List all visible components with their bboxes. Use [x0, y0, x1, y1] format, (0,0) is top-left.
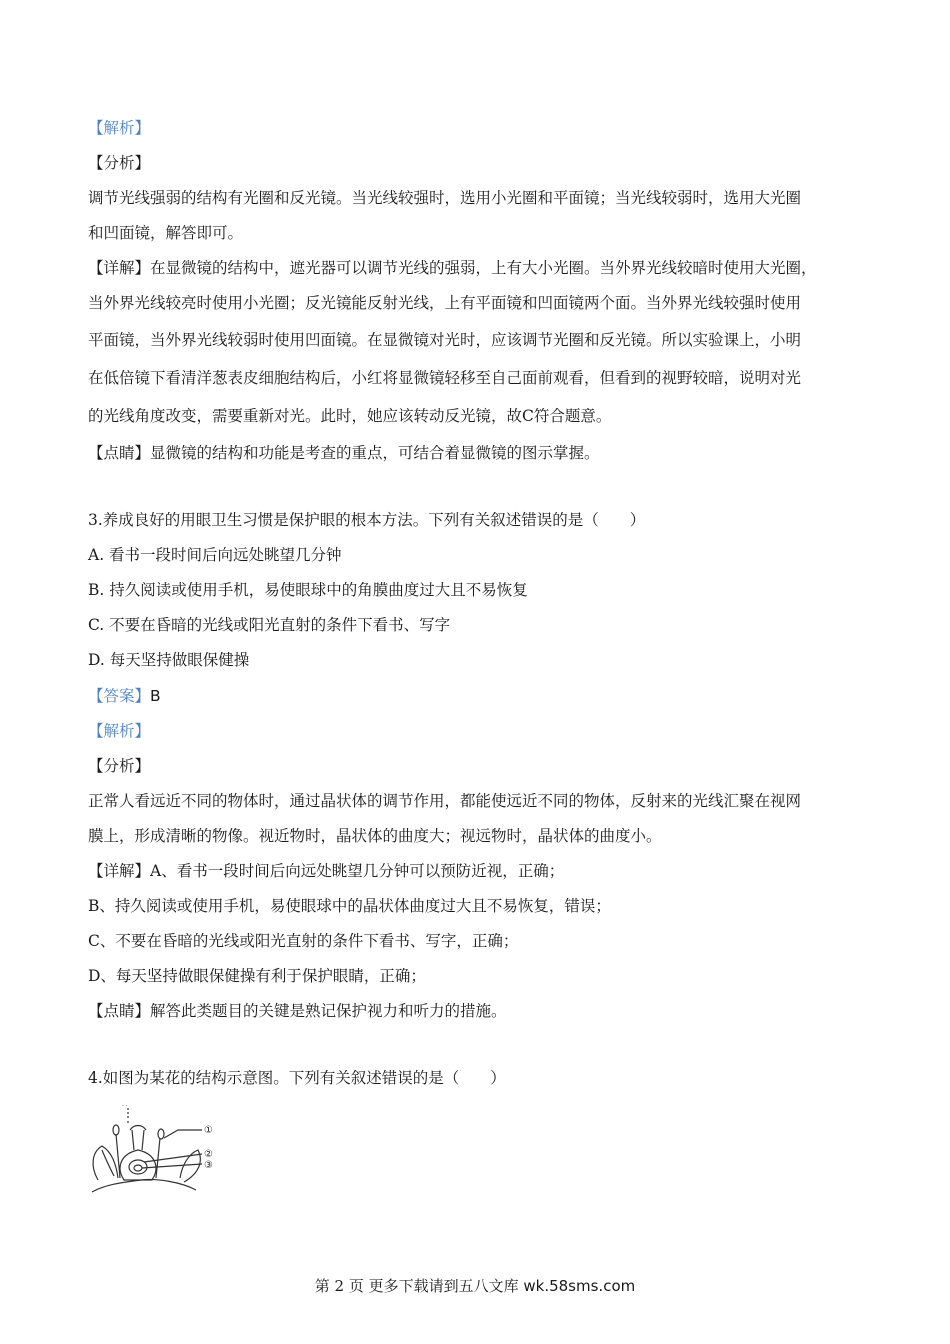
footer-page-text: 第 2 页 更多下载请到五八文库 [314, 1277, 524, 1295]
figure-label-3: ③ [204, 1160, 213, 1171]
dianjing-paragraph [88, 443, 878, 463]
analysis-text-line: 和凹面镜，解答即可。 [88, 224, 244, 242]
detail-text-line: 平面镜，当外界光线较弱时使用凹面镜。在显微镜对光时，应该调节光圈和反光镜。所以实验课上，小明 [88, 331, 802, 349]
dianjing-text: 显微镜的结构和功能是考查的重点，可结合着显微镜的图示掌握。 [150, 444, 600, 462]
flower-structure-figure [86, 1102, 226, 1202]
analysis-header: 【解析】 [88, 722, 151, 740]
answer-paragraph [88, 686, 878, 706]
analysis-text-line: 正常人看远近不同的物体时，通过晶状体的调节作用，都能使远近不同的物体，反射来的光线汇聚在视网 [88, 792, 802, 810]
question-3-option-a: A. 看书一段时间后向远处眺望几分钟 [88, 546, 342, 564]
detail-text-line: 当外界光线较亮时使用小光圈；反光镜能反射光线，上有平面镜和凹面镜两个面。当外界光线较强时使用 [88, 294, 802, 312]
question-4-stem: 4.如图为某花的结构示意图。下列有关叙述错误的是（ ） [88, 1069, 506, 1087]
detail-label: 【详解】 [88, 862, 151, 880]
detail-text-line: 在显微镜的结构中，遮光器可以调节光线的强弱，上有大小光圈。当外界光线较暗时使用大光圈， [150, 259, 817, 277]
question-3-option-d: D. 每天坚持做眼保健操 [88, 651, 250, 669]
detail-text-line: A、看书一段时间后向远处眺望几分钟可以预防近视，正确； [150, 862, 565, 880]
footer-url[interactable]: wk.58sms.com [523, 1277, 636, 1295]
dianjing-label: 【点睛】 [88, 444, 151, 462]
figure-label-2: ② [204, 1149, 213, 1160]
detail-paragraph [88, 258, 878, 278]
detail-text-line: B、持久阅读或使用手机，易使眼球中的晶状体曲度过大且不易恢复，错误； [88, 897, 611, 915]
question-3-option-b: B. 持久阅读或使用手机，易使眼球中的角膜曲度过大且不易恢复 [88, 581, 528, 599]
svg-text:· ·: · · [122, 1103, 128, 1110]
analysis-text-line: 膜上，形成清晰的物像。视近物时，晶状体的曲度大；视远物时，晶状体的曲度小。 [88, 827, 662, 845]
detail-text-line: C、不要在昏暗的光线或阳光直射的条件下看书、写字，正确； [88, 932, 519, 950]
question-3-stem: 3.养成良好的用眼卫生习惯是保护眼的根本方法。下列有关叙述错误的是（ ） [88, 511, 646, 529]
figure-label-1: ① [204, 1125, 213, 1136]
page-footer [0, 1276, 950, 1296]
dianjing-paragraph [88, 1001, 878, 1021]
analysis-subheader: 【分析】 [88, 757, 151, 775]
detail-text-line: 在低倍镜下看清洋葱表皮细胞结构后，小红将显微镜轻移至自己面前观看，但看到的视野较暗，说明对光 [88, 369, 802, 387]
detail-text-line: 的光线角度改变，需要重新对光。此时，她应该转动反光镜，故C符合题意。 [88, 407, 612, 425]
dianjing-text: 解答此类题目的关键是熟记保护视力和听力的措施。 [150, 1002, 507, 1020]
answer-value: B [150, 687, 161, 705]
detail-paragraph [88, 861, 878, 881]
analysis-text-line: 调节光线强弱的结构有光圈和反光镜。当光线较强时，选用小光圈和平面镜；当光线较弱时，选用大光圈 [88, 189, 802, 207]
question-3-option-c: C. 不要在昏暗的光线或阳光直射的条件下看书、写字 [88, 616, 451, 634]
detail-label: 【详解】 [88, 259, 151, 277]
dianjing-label: 【点睛】 [88, 1002, 151, 1020]
analysis-subheader: 【分析】 [88, 154, 151, 172]
analysis-header: 【解析】 [88, 119, 151, 137]
detail-text-line: D、每天坚持做眼保健操有利于保护眼睛，正确； [88, 967, 426, 985]
answer-label: 【答案】 [88, 687, 151, 705]
